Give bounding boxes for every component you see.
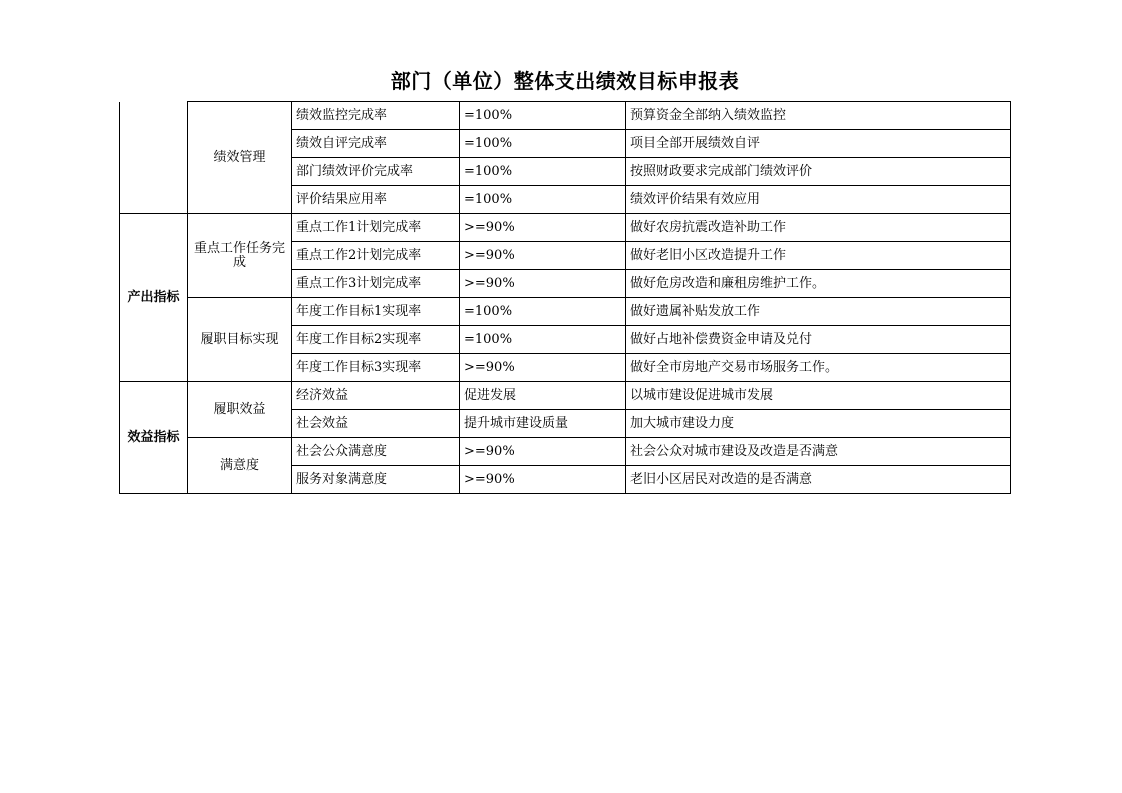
target-description-cell: 以城市建设促进城市发展 [626,382,1011,410]
metric-name-cell: 重点工作1计划完成率 [292,214,460,242]
target-description-cell: 加大城市建设力度 [626,410,1011,438]
subcategory-cell: 绩效管理 [188,102,292,214]
target-value-cell: =100% [460,298,626,326]
table-row [120,214,1011,242]
table-row [120,438,1011,466]
target-description-cell: 做好老旧小区改造提升工作 [626,242,1011,270]
metric-name-cell: 年度工作目标1实现率 [292,298,460,326]
target-value-cell: >=90% [460,242,626,270]
subcategory-cell: 履职效益 [188,382,292,438]
target-value-cell: 促进发展 [460,382,626,410]
metric-name-cell: 社会公众满意度 [292,438,460,466]
target-value-cell: =100% [460,186,626,214]
metric-name-cell: 社会效益 [292,410,460,438]
target-description-cell: 按照财政要求完成部门绩效评价 [626,158,1011,186]
target-value-cell: =100% [460,158,626,186]
table-row [120,382,1011,410]
target-value-cell: >=90% [460,466,626,494]
target-description-cell: 做好遗属补贴发放工作 [626,298,1011,326]
metric-name-cell: 评价结果应用率 [292,186,460,214]
table-row [120,298,1011,326]
page-title: 部门（单位）整体支出绩效目标申报表 [390,69,740,93]
metric-name-cell: 经济效益 [292,382,460,410]
target-description-cell: 做好全市房地产交易市场服务工作。 [626,354,1011,382]
target-description-cell: 社会公众对城市建设及改造是否满意 [626,438,1011,466]
subcategory-cell: 满意度 [188,438,292,494]
category-cell [120,102,188,214]
category-cell: 效益指标 [120,382,188,494]
target-value-cell: =100% [460,130,626,158]
target-value-cell: 提升城市建设质量 [460,410,626,438]
target-description-cell: 项目全部开展绩效自评 [626,130,1011,158]
table-row [120,102,1011,130]
metric-name-cell: 部门绩效评价完成率 [292,158,460,186]
metric-name-cell: 年度工作目标3实现率 [292,354,460,382]
target-description-cell: 绩效评价结果有效应用 [626,186,1011,214]
subcategory-cell: 重点工作任务完成 [188,214,292,298]
target-value-cell: =100% [460,326,626,354]
target-value-cell: >=90% [460,438,626,466]
metric-name-cell: 年度工作目标2实现率 [292,326,460,354]
target-description-cell: 做好危房改造和廉租房维护工作。 [626,270,1011,298]
category-cell: 产出指标 [120,214,188,382]
performance-target-table [119,101,1011,494]
metric-name-cell: 重点工作3计划完成率 [292,270,460,298]
target-description-cell: 老旧小区居民对改造的是否满意 [626,466,1011,494]
metric-name-cell: 重点工作2计划完成率 [292,242,460,270]
target-value-cell: >=90% [460,214,626,242]
target-value-cell: >=90% [460,270,626,298]
metric-name-cell: 绩效自评完成率 [292,130,460,158]
metric-name-cell: 绩效监控完成率 [292,102,460,130]
target-value-cell: >=90% [460,354,626,382]
target-description-cell: 做好占地补偿费资金申请及兑付 [626,326,1011,354]
target-value-cell: =100% [460,102,626,130]
subcategory-cell: 履职目标实现 [188,298,292,382]
target-description-cell: 做好农房抗震改造补助工作 [626,214,1011,242]
target-description-cell: 预算资金全部纳入绩效监控 [626,102,1011,130]
metric-name-cell: 服务对象满意度 [292,466,460,494]
